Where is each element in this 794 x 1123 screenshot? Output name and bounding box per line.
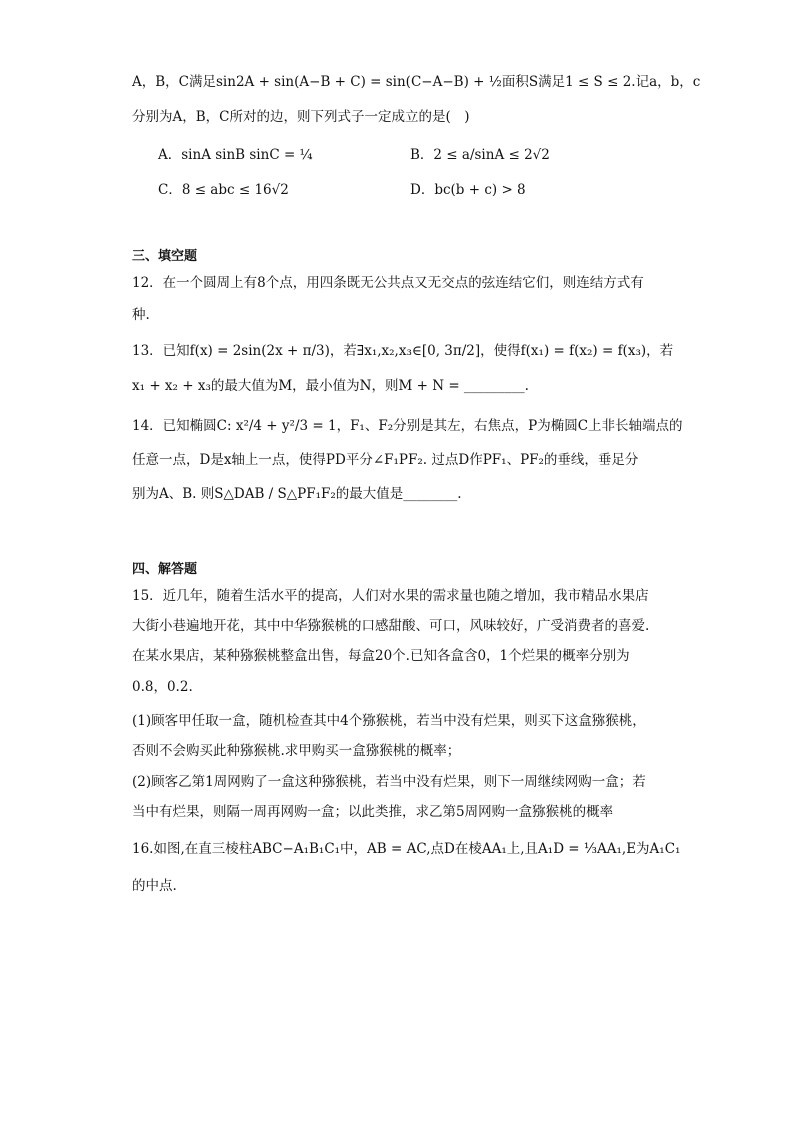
section-heading-answer: 四、解答题	[132, 562, 198, 577]
q15-part1-line1: (1)顾客甲任取一盒，随机检查其中4个猕猴桃，若当中没有烂果，则买下这盒猕猴桃，	[132, 713, 646, 729]
q13-line1: 13．已知f(x) = 2sin(2x + π/3)，若∃x₁,x₂,x₃∈[0, 3π/2]，使得f(x₁) = f(x₂) = f(x₃)，若	[132, 343, 674, 359]
q11-stem-line2: 分别为A，B，C所对的边，则下列式子一定成立的是( )	[132, 109, 470, 125]
q16-line2: 的中点.	[132, 878, 177, 894]
q13-line2: x₁ + x₂ + x₃的最大值为M，最小值为N，则M + N = _________.	[132, 378, 529, 394]
option-c: C．8 ≤ abc ≤ 16√2	[158, 182, 289, 198]
q16-line1: 16.如图,在直三棱柱ABC−A₁B₁C₁中，AB = AC,点D在棱AA₁上,且A₁D = ⅓AA₁,E为A₁C₁	[132, 841, 681, 857]
option-b: B．2 ≤ a/sinA ≤ 2√2	[410, 147, 550, 163]
section-heading-fill-in: 三、填空题	[132, 249, 198, 264]
q11-stem-line1: A，B，C满足sin2A + sin(A−B + C) = sin(C−A−B) + ½面积S满足1 ≤ S ≤ 2.记a，b，c	[132, 74, 701, 90]
q14-line2: 任意一点，D是x轴上一点，使得PD平分∠F₁PF₂. 过点D作PF₁、PF₂的垂线，垂足分	[132, 452, 639, 468]
q15-line4: 0.8，0.2.	[132, 679, 193, 695]
q15-part1-line2: 否则不会购买此种猕猴桃.求甲购买一盒猕猴桃的概率；	[132, 743, 461, 759]
q14-line1: 14．已知椭圆C: x²/4 + y²/3 = 1，F₁、F₂分别是其左，右焦点，P为椭圆C上非长轴端点的	[132, 418, 683, 434]
q12-line1: 12．在一个圆周上有8个点，用四条既无公共点又无交点的弦连结它们，则连结方式有	[132, 275, 644, 291]
option-a: A．sinA sinB sinC = ¼	[158, 147, 313, 163]
q15-part2-line1: (2)顾客乙第1周网购了一盒这种猕猴桃，若当中没有烂果，则下一周继续网购一盒；若	[132, 774, 646, 790]
q15-part2-line2: 当中有烂果，则隔一周再网购一盒；以此类推，求乙第5周网购一盒猕猴桃的概率	[132, 804, 614, 820]
q14-line3: 别为A、B. 则S△DAB / S△PF₁F₂的最大值是________.	[132, 486, 462, 502]
q15-line3: 在某水果店，某种猕猴桃整盒出售，每盒20个.已知各盒含0，1个烂果的概率分别为	[132, 648, 630, 664]
q12-line2: 种.	[132, 307, 150, 323]
option-d: D．bc(b + c) > 8	[410, 182, 526, 198]
q15-line2: 大街小巷遍地开花，其中中华猕猴桃的口感甜酸、可口，风味较好，广受消费者的喜爱.	[132, 618, 650, 634]
q15-line1: 15．近几年，随着生活水平的提高，人们对水果的需求量也随之增加，我市精品水果店	[132, 588, 649, 604]
